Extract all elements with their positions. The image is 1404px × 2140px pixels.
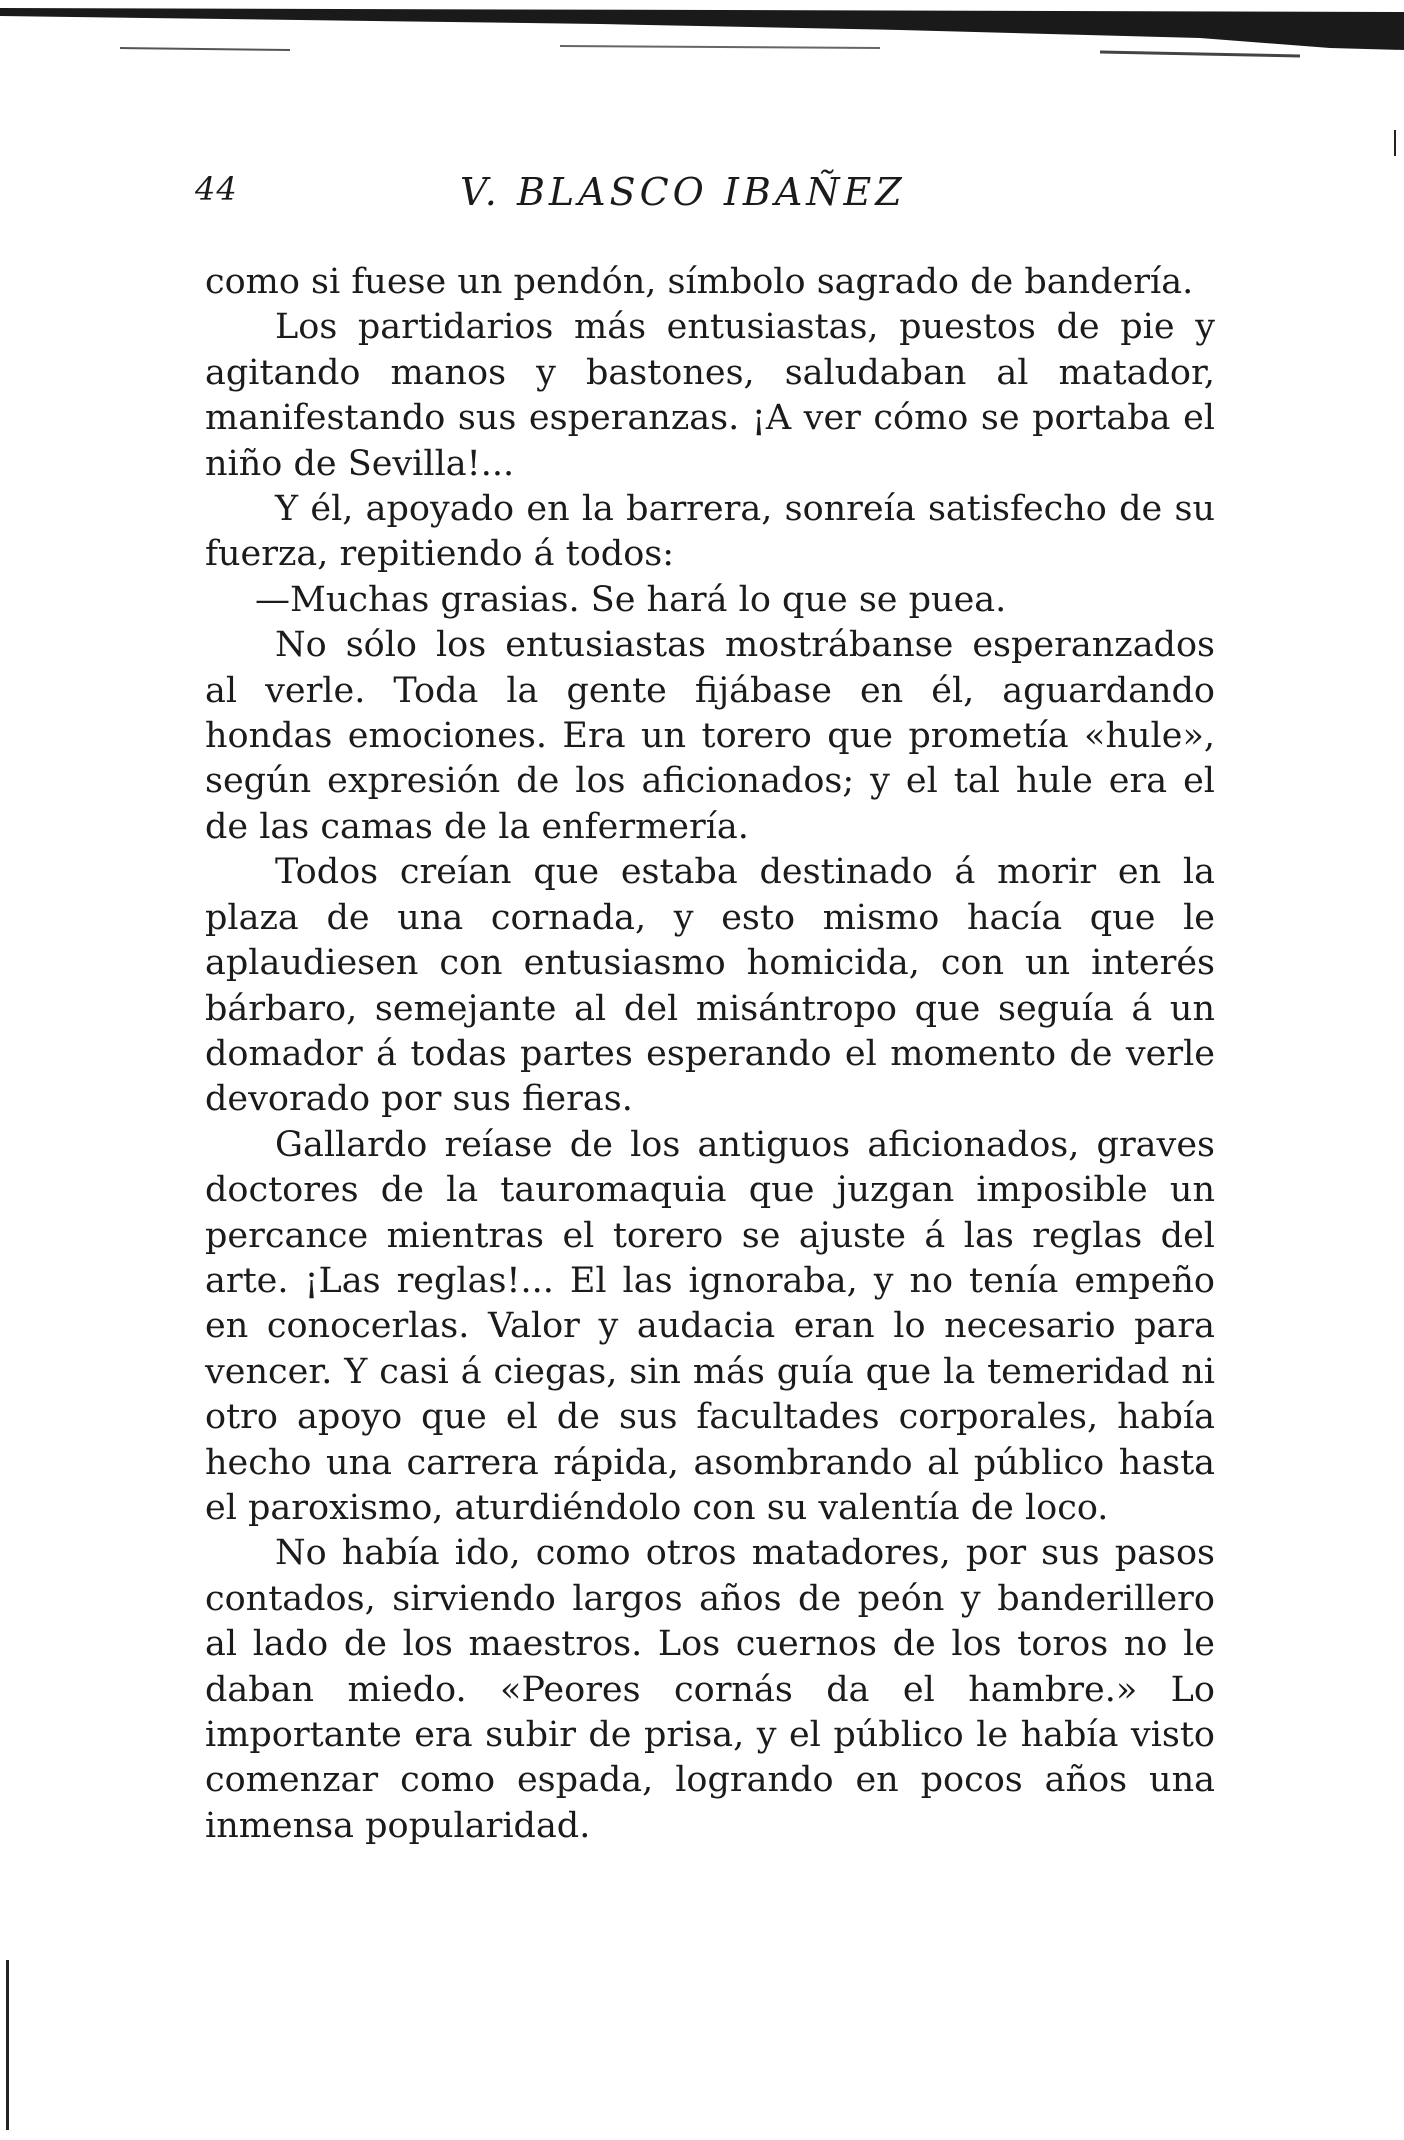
body-text <box>205 260 1215 1849</box>
page-header <box>195 170 1235 230</box>
paragraph: Y él, apoyado en la barrera, sonreía satisfecho de su fuerza, repitiendo á todos: <box>205 489 1215 575</box>
paragraph: Todos creían que estaba destinado á morir en la plaza de una cornada, y esto mismo hacía que le aplaudiesen con entusiasmo homicida, con un interés bárbaro, semejante al del misántropo que seguía á un domador á todas partes esperando el momento de verle devorado por sus fieras. <box>205 852 1215 1120</box>
top-edge-rule <box>0 0 1404 60</box>
paragraph: Los partidarios más entusiastas, puestos de pie y agitando manos y bastones, saludaban al matador, manifestando sus esperanzas. ¡A ver cómo se portaba el niño de Sevilla!... <box>205 307 1215 484</box>
paragraph: No sólo los entusiastas mostrábanse esperanzados al verle. Toda la gente fijábase en él, aguardando hondas emociones. Era un torero que prometía «hule», según expresión de los aficionados; y el tal hule era el de las camas de la enfermería. <box>205 625 1215 847</box>
paragraph: Gallardo reíase de los antiguos aficionados, graves doctores de la tauromaquia que juzgan imposible un percance mientras el torero se ajuste á las reglas del arte. ¡Las reglas!... El las ignoraba, y no tenía empeño en conocerlas. Valor y audacia eran lo necesario para vencer. Y casi á ciegas, sin más guía que la temeridad ni otro apoyo que el de sus facultades corporales, había hecho una carrera rápida, asombrando al público hasta el paroxismo, aturdiéndolo con su valentía de loco. <box>205 1124 1215 1528</box>
paragraph: como si fuese un pendón, símbolo sagrado de bandería. <box>205 262 1194 302</box>
running-head: V. BLASCO IBAÑEZ <box>460 170 906 214</box>
right-margin-mark <box>1394 130 1396 156</box>
dialogue-line: —Muchas grasias. Se hará lo que se puea. <box>255 579 1007 620</box>
left-margin-mark <box>6 1960 9 2130</box>
paragraph: No había ido, como otros matadores, por sus pasos contados, sirviendo largos años de peón y banderillero al lado de los maestros. Los cuernos de los toros no le daban miedo. «Peores cornás da el hambre.» Lo importante era subir de prisa, y el público le había visto comenzar como espada, logrando en pocos años una inmensa popularidad. <box>205 1533 1215 1846</box>
page-number: 44 <box>195 170 238 208</box>
